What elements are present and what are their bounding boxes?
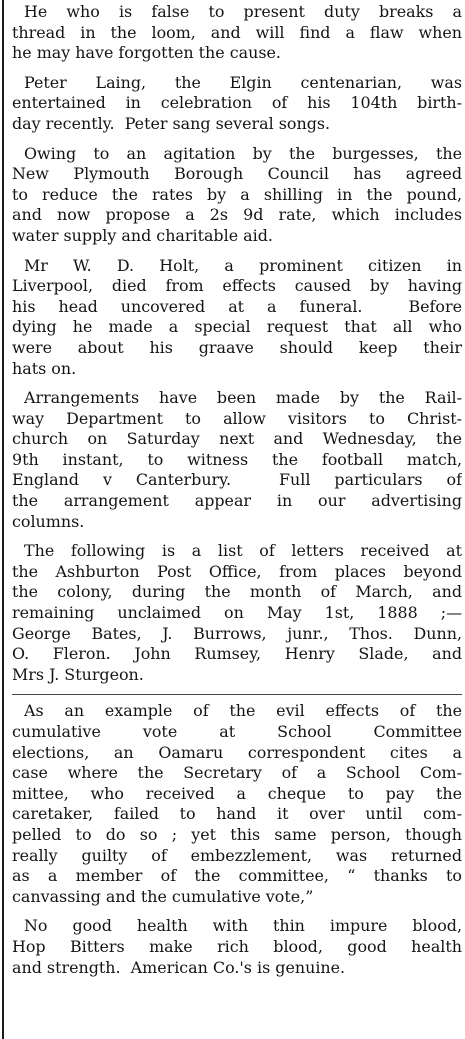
paragraph-railway-football — [12, 388, 462, 532]
text-line: Arrangements have been made by the Rail- — [24, 388, 462, 408]
paragraph-hop-bitters-ad — [12, 916, 462, 978]
text-line: England v Canterbury. Full particulars of — [12, 470, 462, 490]
text-line: and now propose a 2s 9d rate, which includes — [12, 205, 462, 225]
paragraph-peter-laing — [12, 73, 462, 135]
text-line: entertained in celebration of his 104th birth- — [12, 93, 462, 113]
text-line: mittee, who received a cheque to pay the — [12, 783, 462, 803]
text-line: No good health with thin impure blood, — [24, 916, 462, 936]
paragraph-cumulative-vote — [12, 694, 462, 907]
text-line: caretaker, failed to hand it over until com- — [12, 804, 462, 824]
text-line: New Plymouth Borough Council has agreed — [12, 164, 462, 184]
text-line: way Department to allow visitors to Christ- — [12, 408, 462, 428]
text-line: Mrs J. Sturgeon. — [12, 664, 144, 684]
text-line: 9th instant, to witness the football match, — [12, 449, 462, 469]
text-line: the Ashburton Post Office, from places beyond — [12, 561, 462, 581]
text-line: Hop Bitters make rich blood, good health — [12, 936, 462, 956]
text-line: George Bates, J. Burrows, junr., Thos. Dunn, — [12, 623, 462, 643]
text-line: day recently. Peter sang several songs. — [12, 113, 331, 133]
text-line: canvassing and the cumulative vote,” — [12, 886, 314, 906]
text-line: the colony, during the month of March, and — [12, 582, 462, 602]
text-line: to reduce the rates by a shilling in the pound, — [12, 184, 462, 204]
text-line: he may have forgotten the cause. — [12, 43, 281, 63]
paragraph-unclaimed-letters — [12, 541, 462, 685]
text-line: remaining unclaimed on May 1st, 1888 ;— — [12, 603, 462, 623]
paragraph-holt-liverpool — [12, 256, 462, 380]
text-line: really guilty of embezzlement, was returned — [12, 845, 462, 865]
text-line: were about his graave should keep their — [12, 337, 462, 357]
text-line: water supply and charitable aid. — [12, 225, 273, 245]
text-line: pelled to do so ; yet this same person, though — [12, 824, 462, 844]
column-rule — [2, 0, 4, 1039]
text-line: columns. — [12, 511, 85, 531]
text-line: thread in the loom, and will find a flaw when — [12, 22, 462, 42]
text-line: He who is false to present duty breaks a — [24, 2, 462, 21]
text-line: O. Fleron. John Rumsey, Henry Slade, and — [12, 644, 462, 664]
text-line: hats on. — [12, 358, 77, 378]
text-line: the arrangement appear in our advertising — [12, 491, 462, 511]
text-line: as a member of the committee, “ thanks to — [12, 866, 462, 886]
text-line: Liverpool, died from effects caused by having — [12, 276, 462, 296]
text-line: Owing to an agitation by the burgesses, the — [24, 143, 462, 163]
text-line: The following is a list of letters received at — [24, 541, 462, 561]
text-line: his head uncovered at a funeral. Before — [12, 296, 462, 316]
text-line: Mr W. D. Holt, a prominent citizen in — [24, 255, 462, 275]
text-line: elections, an Oamaru correspondent cites a — [12, 742, 462, 762]
text-line: As an example of the evil effects of the — [24, 701, 462, 721]
text-line: case where the Secretary of a School Com- — [12, 763, 462, 783]
text-line: Peter Laing, the Elgin centenarian, was — [24, 72, 462, 92]
news-column — [12, 2, 462, 978]
text-line: and strength. American Co.'s is genuine. — [12, 957, 346, 977]
text-line: cumulative vote at School Committee — [12, 722, 462, 741]
paragraph-new-plymouth-rates — [12, 144, 462, 247]
text-line: dying he made a special request that all who — [12, 317, 462, 337]
text-line: church on Saturday next and Wednesday, the — [12, 429, 462, 449]
paragraph-false-duty — [12, 2, 462, 64]
